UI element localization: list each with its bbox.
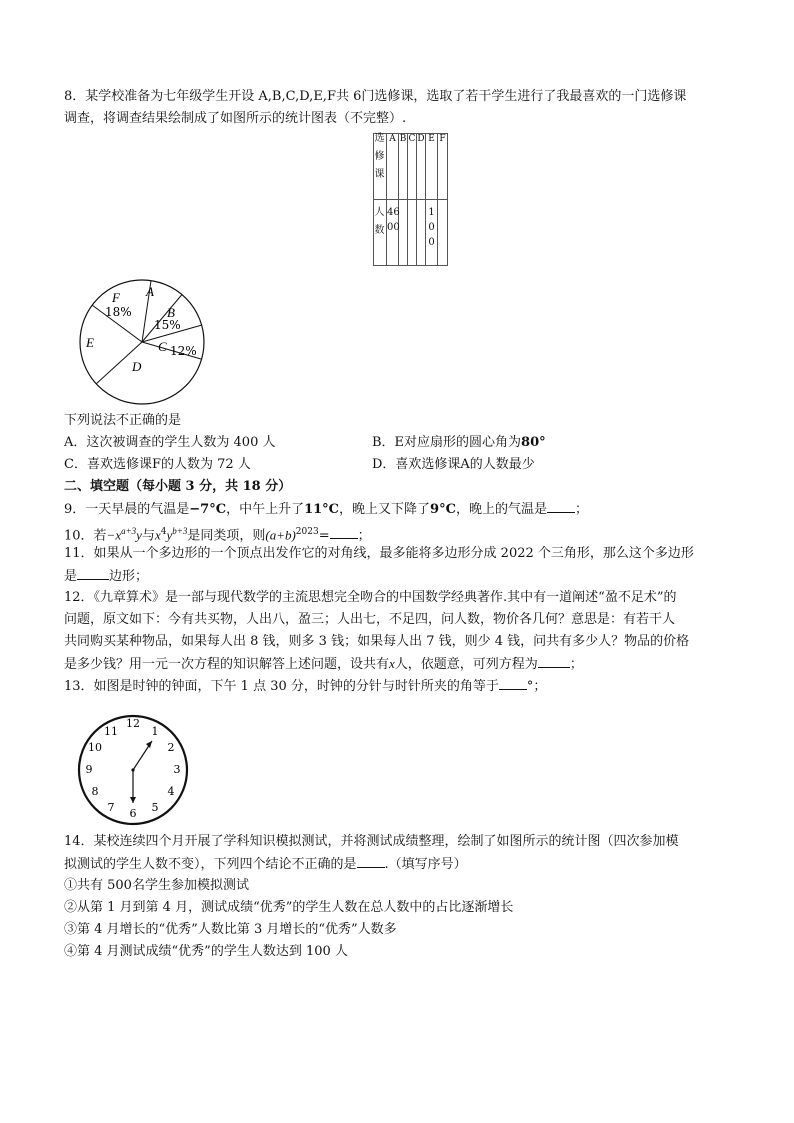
table-cell-f [438,200,448,266]
q8-stat-table [373,133,448,266]
clock-number: 5 [151,801,159,814]
q8-option-c: C．喜欢选修课F的人数为 72 人 [64,457,251,472]
q14-item-4: ④第 4 月测试成绩“优秀”的学生人数达到 100 人 [64,944,348,959]
q10: 10．若$-x^{a+3}y$与$x^4y^{b+3}$是同类项，则$(a+b)^{2023}=$ ； [64,526,371,544]
clock-number: 11 [104,725,118,738]
clock-face [76,713,190,827]
q12-line3: 共同购买某种物品，如果每人出 8 钱，则多 3 钱；如果每人出 7 钱，则少 4 钱，问共有多少人？物品的价格 [64,634,690,649]
q8-line1: 8．某学校准备为七年级学生开设 A,B,C,D,E,F共 6门选修课，选取了若干学生进行了我最喜欢的一门选修课 [64,89,687,104]
table-col-a: A [387,134,399,200]
pie-label-e: E [86,335,94,350]
q8-option-b-value: 80° [521,435,546,450]
clock-number: 2 [167,741,175,754]
table-cell-c [408,200,417,266]
q14-line1: 14．某校连续四个月开展了学科知识模拟测试，并将测试成绩整理，绘制了如图所示的统计图（四次参加模 [64,834,679,849]
table-cell-d [417,200,426,266]
pie-label-f: F [112,290,120,305]
clock-number: 10 [88,741,102,754]
q8-line2: 调查，将调查结果绘制成了如图所示的统计图表（不完整）. [64,111,407,126]
table-cell-e: 1 0 0 [426,200,438,266]
q9-answer-blank[interactable] [547,500,575,513]
table-cell-a: 46 00 [387,200,399,266]
table-col-e: E [426,134,438,200]
table-col-b: B [399,134,408,200]
clock-number: 8 [91,785,99,798]
clock-number: 3 [173,763,181,776]
q14-line2: 拟测试的学生人数不变），下列四个结论不正确的是 .（填写序号） [64,857,467,872]
q8-option-b: B．E对应扇形的圆心角为80° [372,435,546,450]
pie-label-c: C [158,339,167,354]
q8-prompt: 下列说法不正确的是 [64,413,182,428]
section-2-heading: 二、填空题（每小题 3 分，共 18 分） [64,479,292,494]
q14-item-3: ③第 4 月增长的“优秀”人数比第 3 月增长的“优秀”人数多 [64,922,397,937]
q9: 9．一天早晨的气温是−7°C，中午上升了11°C，晚上又下降了9°C，晚上的气温是 ； [64,502,588,517]
clock-number: 1 [151,725,159,738]
q14-item-2: ②从第 1 月到第 4 月，测试成绩“优秀”的学生人数在总人数中的占比逐渐增长 [64,900,514,915]
q8-pie-chart [70,276,214,408]
q8-option-a: A．这次被调查的学生人数为 400 人 [64,435,276,450]
table-col-c: C [408,134,417,200]
table-cell-b [399,200,408,266]
table-col-f: F [438,134,448,200]
pie-label-a: A [146,284,154,299]
q11-answer-blank[interactable] [77,567,109,580]
clock-number: 6 [129,807,137,820]
q14-item-1: ①共有 500名学生参加模拟测试 [64,878,249,893]
q12-line2: 问题，原文如下：今有共买物，人出八，盈三；人出七，不足四，问人数，物价各几何？意思是：有若干人 [64,612,676,627]
pie-percent-f: 18% [105,305,132,319]
clock-number: 12 [126,717,140,730]
q12-line1: 12．《九章算术》是一部与现代数学的主流思想完全吻合的中国数学经典著作.其中有一道阐述“盈不足术”的 [64,590,677,605]
q13-answer-blank[interactable] [499,677,527,690]
pie-label-d: D [132,359,142,374]
pie-percent-c: 12% [170,344,197,358]
q11-line1: 11．如果从一个多边形的一个顶点出发作它的对角线，最多能将多边形分成 2022 个三角形，那么这个多边形 [64,546,694,561]
table-col-d: D [417,134,426,200]
pie-label-b: B [167,305,175,320]
q8-option-d: D．喜欢选修课A的人数最少 [372,457,535,472]
q12-answer-blank[interactable] [538,655,570,668]
q14-answer-blank[interactable] [357,855,385,868]
q10-answer-blank[interactable] [330,526,358,539]
q11-line2: 是 边形； [64,569,149,584]
q13: 13．如图是时钟的钟面，下午 1 点 30 分，时钟的分针与时针所夹的角等于 °； [64,679,547,694]
table-row-label: 人 数 [374,200,387,266]
clock-number: 9 [85,763,93,776]
clock-number: 7 [107,801,115,814]
table-header-label: 选 修 课 [374,134,387,200]
clock-number: 4 [167,785,175,798]
pie-percent-b: 15% [154,318,181,332]
q12-line4: 是多少钱？用一元一次方程的知识解答上述问题，设共有x人，依题意，可列方程为 ； [64,656,583,672]
